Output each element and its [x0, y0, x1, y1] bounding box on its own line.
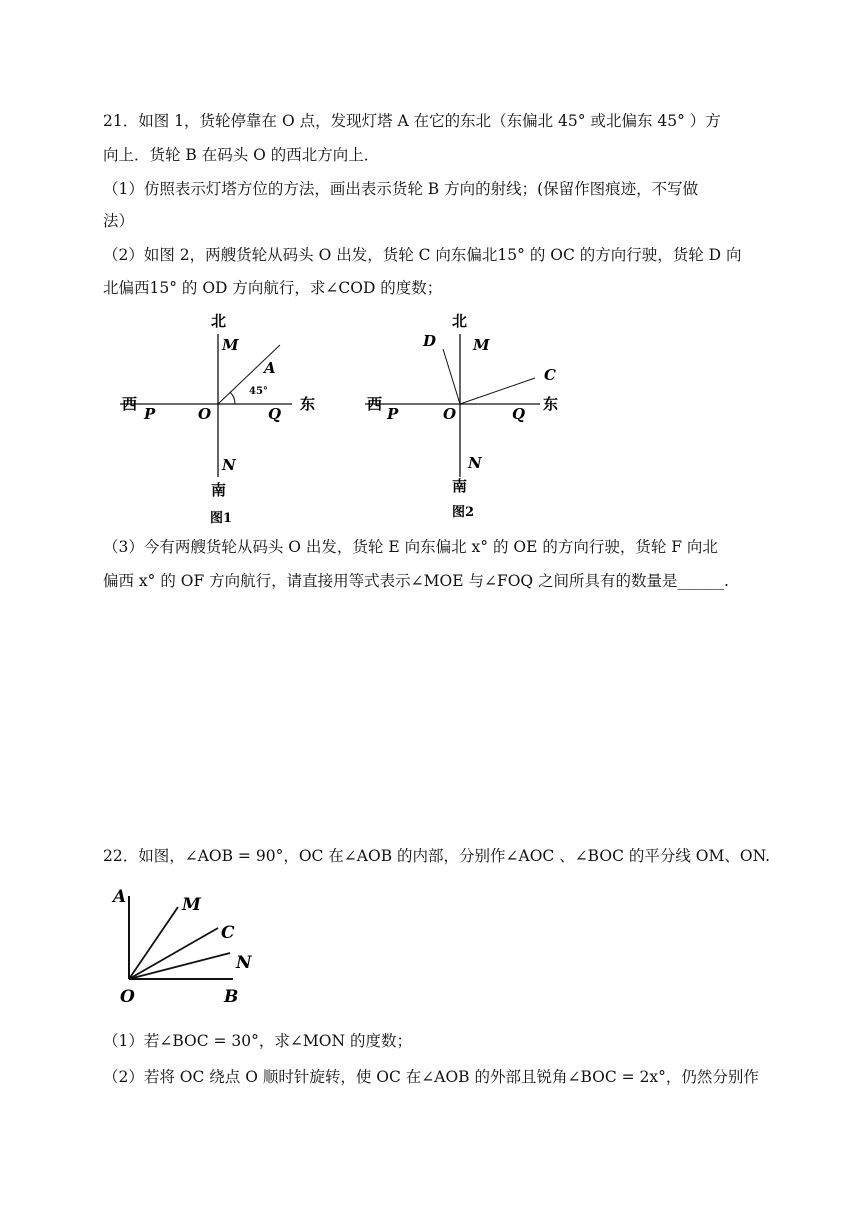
fig1-east-label: 东	[300, 395, 316, 413]
fig2-ray-od	[443, 349, 460, 404]
q22-ray-oc	[129, 928, 218, 979]
fig2-ray-oc	[460, 378, 535, 404]
fig2-label-c: C	[544, 366, 556, 384]
q22-label-b: B	[224, 987, 239, 1007]
fig1-south-label: 南	[211, 481, 227, 499]
fig2-south-label: 南	[452, 477, 468, 495]
fig2-label-q: Q	[512, 405, 526, 423]
fig2-caption: 图2	[452, 505, 475, 520]
fig1-label-p: P	[144, 405, 156, 423]
fig2-label-m: M	[473, 336, 490, 354]
fig1-west-label: 西	[122, 395, 138, 413]
fig2-label-o: O	[443, 405, 457, 423]
q22-part-1: （1）若∠BOC = 30°，求∠MON 的度数；	[103, 1032, 412, 1050]
fig1-label-q: Q	[268, 405, 282, 423]
q21-line-3: （1）仿照表示灯塔方位的方法，画出表示货轮 B 方向的射线；(保留作图痕迹，不写做	[103, 180, 699, 198]
q22-label-o: O	[120, 987, 135, 1007]
fig2-label-d: D	[423, 332, 437, 350]
fig1-label-n: N	[222, 456, 236, 474]
fig2-label-n: N	[468, 454, 482, 472]
fig1-angle-label: 45°	[249, 386, 268, 397]
q22-label-m: M	[182, 895, 201, 915]
q21-line-5: （2）如图 2，两艘货轮从码头 O 出发，货轮 C 向东偏北15° 的 OC 的方向行驶，货轮 D 向	[103, 246, 742, 264]
q21-line-8: 偏西 x° 的 OF 方向航行，请直接用等式表示∠MOE 与∠FOQ 之间所具有的数量是______.	[103, 572, 729, 590]
fig1-label-o: O	[198, 405, 212, 423]
q22-part-2: （2）若将 OC 绕点 O 顺时针旋转，使 OC 在∠AOB 的外部且锐角∠BOC = 2x°，仍然分别作	[103, 1068, 759, 1086]
fig1-label-m: M	[222, 336, 239, 354]
figure-1	[110, 305, 335, 530]
q21-line-7: （3）今有两艘货轮从码头 O 出发，货轮 E 向东偏北 x° 的 OE 的方向行驶，货轮 F 向北	[103, 538, 718, 556]
q21-line-4: 法）	[103, 212, 135, 230]
fig2-west-label: 西	[367, 395, 383, 413]
q22-label-n: N	[236, 953, 252, 973]
q21-line-6: 北偏西15° 的 OD 方向航行，求∠COD 的度数；	[103, 279, 443, 297]
fig1-north-label: 北	[211, 312, 227, 330]
q22-label-c: C	[221, 923, 235, 943]
fig1-label-a: A	[264, 359, 276, 377]
figure-q22	[108, 880, 278, 1010]
q22-label-a: A	[113, 887, 127, 907]
fig1-angle-arc	[230, 392, 235, 404]
fig2-east-label: 东	[543, 395, 559, 413]
q22-intro: 22．如图，∠AOB = 90°，OC 在∠AOB 的内部，分别作∠AOC 、∠BOC 的平分线 OM、ON.	[103, 847, 771, 865]
fig2-label-p: P	[387, 405, 399, 423]
fig2-north-label: 北	[452, 312, 468, 330]
fig1-caption: 图1	[210, 511, 233, 526]
figure-2	[355, 305, 580, 530]
q21-line-2: 向上．货轮 B 在码头 O 的西北方向上．	[103, 146, 380, 164]
q21-line-1: 21．如图 1，货轮停靠在 O 点，发现灯塔 A 在它的东北（东偏北 45° 或北偏东 45° ）方	[103, 112, 721, 130]
